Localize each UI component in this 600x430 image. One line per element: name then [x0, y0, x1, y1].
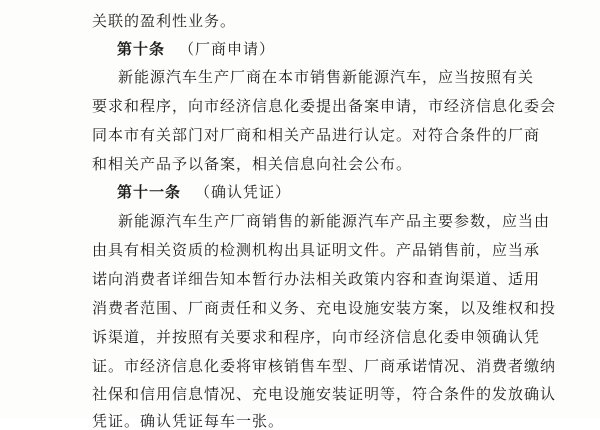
article-11-heading: [117, 183, 291, 201]
article-11-number: 第十一条: [117, 183, 182, 201]
article-11-line-1: 新能源汽车生产厂商销售的新能源汽车产品主要参数，应当由: [118, 212, 551, 230]
article-11-title: （确认凭证）: [195, 183, 292, 201]
article-11-line-7: 社保和信用信息情况、充电设施安装证明等，符合条件的发放确认: [92, 385, 557, 403]
continuation-line: 关联的盈利性业务。: [92, 12, 237, 30]
article-10-title: （厂商申请）: [179, 40, 276, 58]
article-11-line-6: 证。市经济信息化委将审核销售车型、厂商承诺情况、消费者缴纳: [92, 357, 557, 375]
article-11-line-4: 消费者范围、厂商责任和义务、充电设施安装方案，以及维权和投: [92, 299, 557, 317]
article-11-line-8: 凭证。确认凭证每车一张。: [92, 412, 285, 430]
article-11-line-2: 由具有相关资质的检测机构出具证明文件。产品销售前，应当承: [92, 241, 541, 259]
article-10-line-1: 新能源汽车生产厂商在本市销售新能源汽车，应当按照有关: [118, 68, 535, 86]
article-10-line-4: 和相关产品予以备案，相关信息向社会公布。: [92, 155, 413, 173]
article-11-line-5: 诉渠道，并按照有关要求和程序，向市经济信息化委申领确认凭: [92, 328, 541, 346]
article-10-heading: [117, 40, 275, 58]
article-11-line-3: 诺向消费者详细告知本暂行办法相关政策内容和查询渠道、适用: [92, 270, 541, 288]
article-10-number: 第十条: [117, 40, 166, 58]
article-10-line-3: 同本市有关部门对厂商和相关产品进行认定。对符合条件的厂商: [92, 126, 541, 144]
article-10-line-2: 要求和程序，向市经济信息化委提出备案申请，市经济信息化委会: [92, 97, 557, 115]
